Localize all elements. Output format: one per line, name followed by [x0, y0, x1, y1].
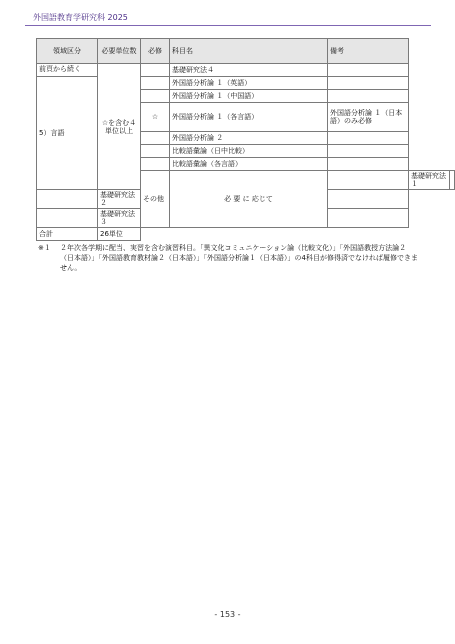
course-name: 基礎研究法４	[170, 64, 328, 77]
remarks-cell: 外国語分析論 １（日本語）のみ必修	[328, 103, 409, 132]
course-name: 比較語彙論（各言語）	[170, 158, 328, 171]
empty-cell	[328, 228, 409, 241]
group2-credits: 必 要 に 応じて	[170, 171, 328, 228]
group2-area: その他	[141, 171, 170, 228]
header-course: 科目名	[170, 39, 328, 64]
group1-area: 5）言語	[37, 77, 98, 190]
table-row	[37, 64, 455, 77]
required-cell	[141, 64, 170, 77]
required-cell: ☆	[141, 103, 170, 132]
header-remarks: 備考	[328, 39, 409, 64]
required-cell	[37, 190, 98, 209]
course-name: 基礎研究法１	[409, 171, 450, 190]
course-name: 比較語彙論（日中比較）	[170, 145, 328, 158]
required-cell	[328, 171, 409, 190]
remarks-cell	[328, 209, 409, 228]
group1-credits: ☆を含む４単位以上	[98, 64, 141, 190]
course-table	[36, 38, 455, 241]
total-label: 合計	[37, 228, 98, 241]
total-value: 26単位	[98, 228, 141, 241]
remarks-cell	[328, 64, 409, 77]
course-name: 基礎研究法２	[98, 190, 141, 209]
header-required: 必修	[141, 39, 170, 64]
footnote	[38, 243, 418, 273]
course-name: 外国語分析論 １（英語）	[170, 77, 328, 90]
table-header-row	[37, 39, 455, 64]
header-credits: 必要単位数	[98, 39, 141, 64]
required-cell	[141, 145, 170, 158]
page-number: - 153 -	[214, 610, 241, 619]
remarks-cell	[328, 77, 409, 90]
footnote-text: ２年次各学期に配当、実習を含む演習科目。「異文化コミュニケーション論（比較文化）」「外国語教授方法論２（日本語）」「外国語教育教材論２（日本語）」「外国語分析論１（日本語）」の4科目が修得済でなければ履修できません。	[60, 244, 418, 272]
required-cell	[141, 90, 170, 103]
remarks-cell	[328, 145, 409, 158]
remarks-cell	[328, 132, 409, 145]
remarks-cell	[328, 90, 409, 103]
course-name: 基礎研究法３	[98, 209, 141, 228]
remarks-cell	[328, 158, 409, 171]
required-cell	[141, 158, 170, 171]
footnote-mark: ※１	[38, 244, 51, 252]
course-name: 外国語分析論 ２	[170, 132, 328, 145]
header-area: 領域区分	[37, 39, 98, 64]
empty-cell	[170, 228, 328, 241]
remarks-cell	[450, 171, 455, 190]
document-header: 外国語教育学研究科 2025	[33, 13, 128, 22]
remarks-cell	[328, 190, 409, 209]
total-row	[37, 228, 455, 241]
course-name: 外国語分析論 １（中国語）	[170, 90, 328, 103]
course-name: 外国語分析論 １（各言語）	[170, 103, 328, 132]
header-rule	[25, 25, 431, 26]
required-cell	[141, 132, 170, 145]
required-cell	[37, 209, 98, 228]
required-cell	[141, 77, 170, 90]
empty-cell	[141, 228, 170, 241]
continued-label: 前頁から続く	[37, 64, 98, 77]
